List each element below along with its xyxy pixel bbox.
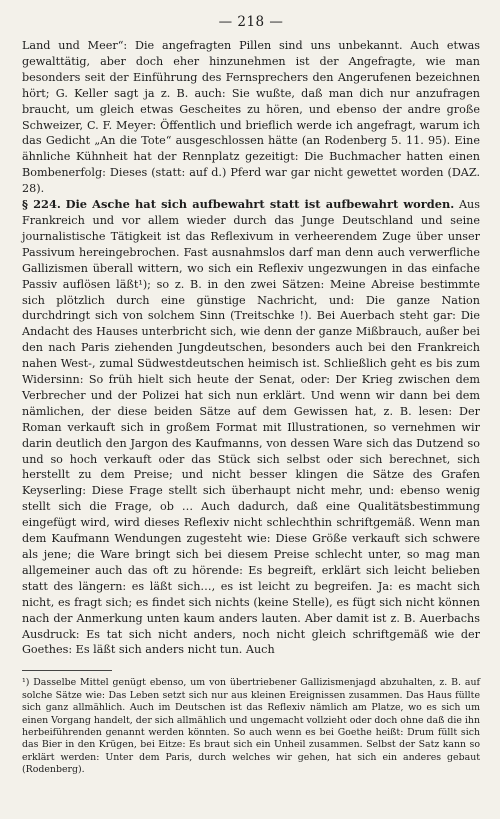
- section-number: § 224.: [22, 197, 61, 212]
- footnote-divider: [22, 670, 112, 671]
- section-body: Aus Frankreich und vor allem wieder durch das Junge Deutschland und seine journalistische Tätigkeit ist das Reflexivum in verheerendem Zuge über unser Passivum hereingebrochen. Fast ausnahmslos darf man denn auch verwerfliche Gallizismen überall wittern, wo sich ein Reflexiv ungezwungen in das einfache Passiv auflösen läßt¹); so z. B. in den zwei Sätzen: Meine Abreise bestimmte sich plötzlich durch eine günstige Nachricht, und: Die ganze Nation durchdringt sich von solchem Sinn (Treitschke !). Bei Auerbach steht gar: Die Andacht des Hauses unterbricht sich, wie denn der ganze Mißbrauch, außer bei den nach Paris ziehenden Jungdeutschen, besonders auch bei den Frankreich nahen West-, zumal Südwestdeutschen heimisch ist. Schließlich geht es bis zum Widersinn: So früh hielt sich heute der Senat, oder: Der Krieg zwischen dem Verbrecher und der Polizei hat sich nun erklärt. Und wenn wir dann bei dem nämlichen, der diese beiden Sätze auf dem Gewissen hat, z. B. lesen: Der Roman verkauft sich in großem Format mit Illustrationen, so vernehmen wir darin deutlich den Jargon des Kaufmanns, von dessen Ware sich das Dutzend so und so hoch verkauft oder das Stück sich selbst oder sich berechnet, sich herstellt zu dem Preise; und nicht besser klingen die Sätze des Grafen Keyserling: Diese Frage stellt sich überhaupt nicht mehr, und: ebenso wenig stellt sich die Frage, ob … Auch dadurch, daß eine Qualitätsbestimmung eingefügt wird, wird dieses Reflexiv nicht schlechthin schriftgemäß. Wenn man dem Kaufmann Wendungen zugesteht wie: Diese Größe verkauft sich schwere als jene; die Ware bringt sich bei diesem Preise schlecht unter, so mag man allgemeiner auch das oft zu hörende: Es begreift, erklärt sich leicht belieben statt des längern: es läßt sich…, es ist leicht zu begreifen. Ja: es macht sich nicht, es fragt sich; es findet sich nichts (keine Stelle), es fügt sich nicht können nach der Anmerkung unten kaum anders lauten. Aber damit ist z. B. Auerbachs Ausdruck: Es tat sich nicht anders, noch nicht gleich schriftgemäß wie der Goethes: Es läßt sich anders nicht tun. Auch: [22, 198, 480, 657]
- paragraph-continuation: Land und Meer“: Die angefragten Pillen sind uns unbekannt. Auch etwas gewalttätig, aber doch eher hinzunehmen ist der Angefragte, wie man besonders seit der Einführung des Fernsprechers den Angerufenen bezeichnen hört; G. Keller sagt ja z. B. auch: Sie wußte, daß man dich nur anzufragen braucht, um gleich etwas Gescheites zu hören, und ebenso der andre große Schweizer, C. F. Meyer: Öffentlich und brieflich werde ich angefragt, warum ich das Gedicht „An die Tote“ ausgeschlossen hätte (an Rodenberg 5. 11. 95). Eine ähnliche Kühnheit hat der Rennplatz gezeitigt: Die Buchmacher hatten einen Bombenerfolg: Dieses (statt: auf d.) Pferd war gar nicht gewettet worden (DAZ. 28).: [22, 39, 480, 196]
- section-224: [22, 197, 480, 658]
- footnote: ¹) Dasselbe Mittel genügt ebenso, um von übertriebener Gallizismenjagd abzuhalten, z. B. auf solche Sätze wie: Das Leben setzt sich nur aus kleinen Ereignissen zusammen. Das Haus füllte sich ganz allmählich. Auch im Deutschen ist das Reflexiv nämlich am Platze, wo es sich um einen Vorgang handelt, der sich allmählich und ungemacht vollzieht oder doch ohne daß die ihn herbeiführenden genannt werden könnten. So auch wenn es bei Goethe heißt: Drum füllt sich das Bier in den Krügen, bei Eitze: Es braut sich ein Unheil zusammen. Selbst der Satz kann so erklärt werden: Unter dem Paris, durch welches wir gehen, hat sich ein anderes gebaut (Rodenberg).: [22, 677, 480, 776]
- section-heading: Die Asche hat sich aufbewahrt statt ist aufbewahrt worden.: [65, 197, 455, 212]
- page-number: — 218 —: [218, 14, 284, 30]
